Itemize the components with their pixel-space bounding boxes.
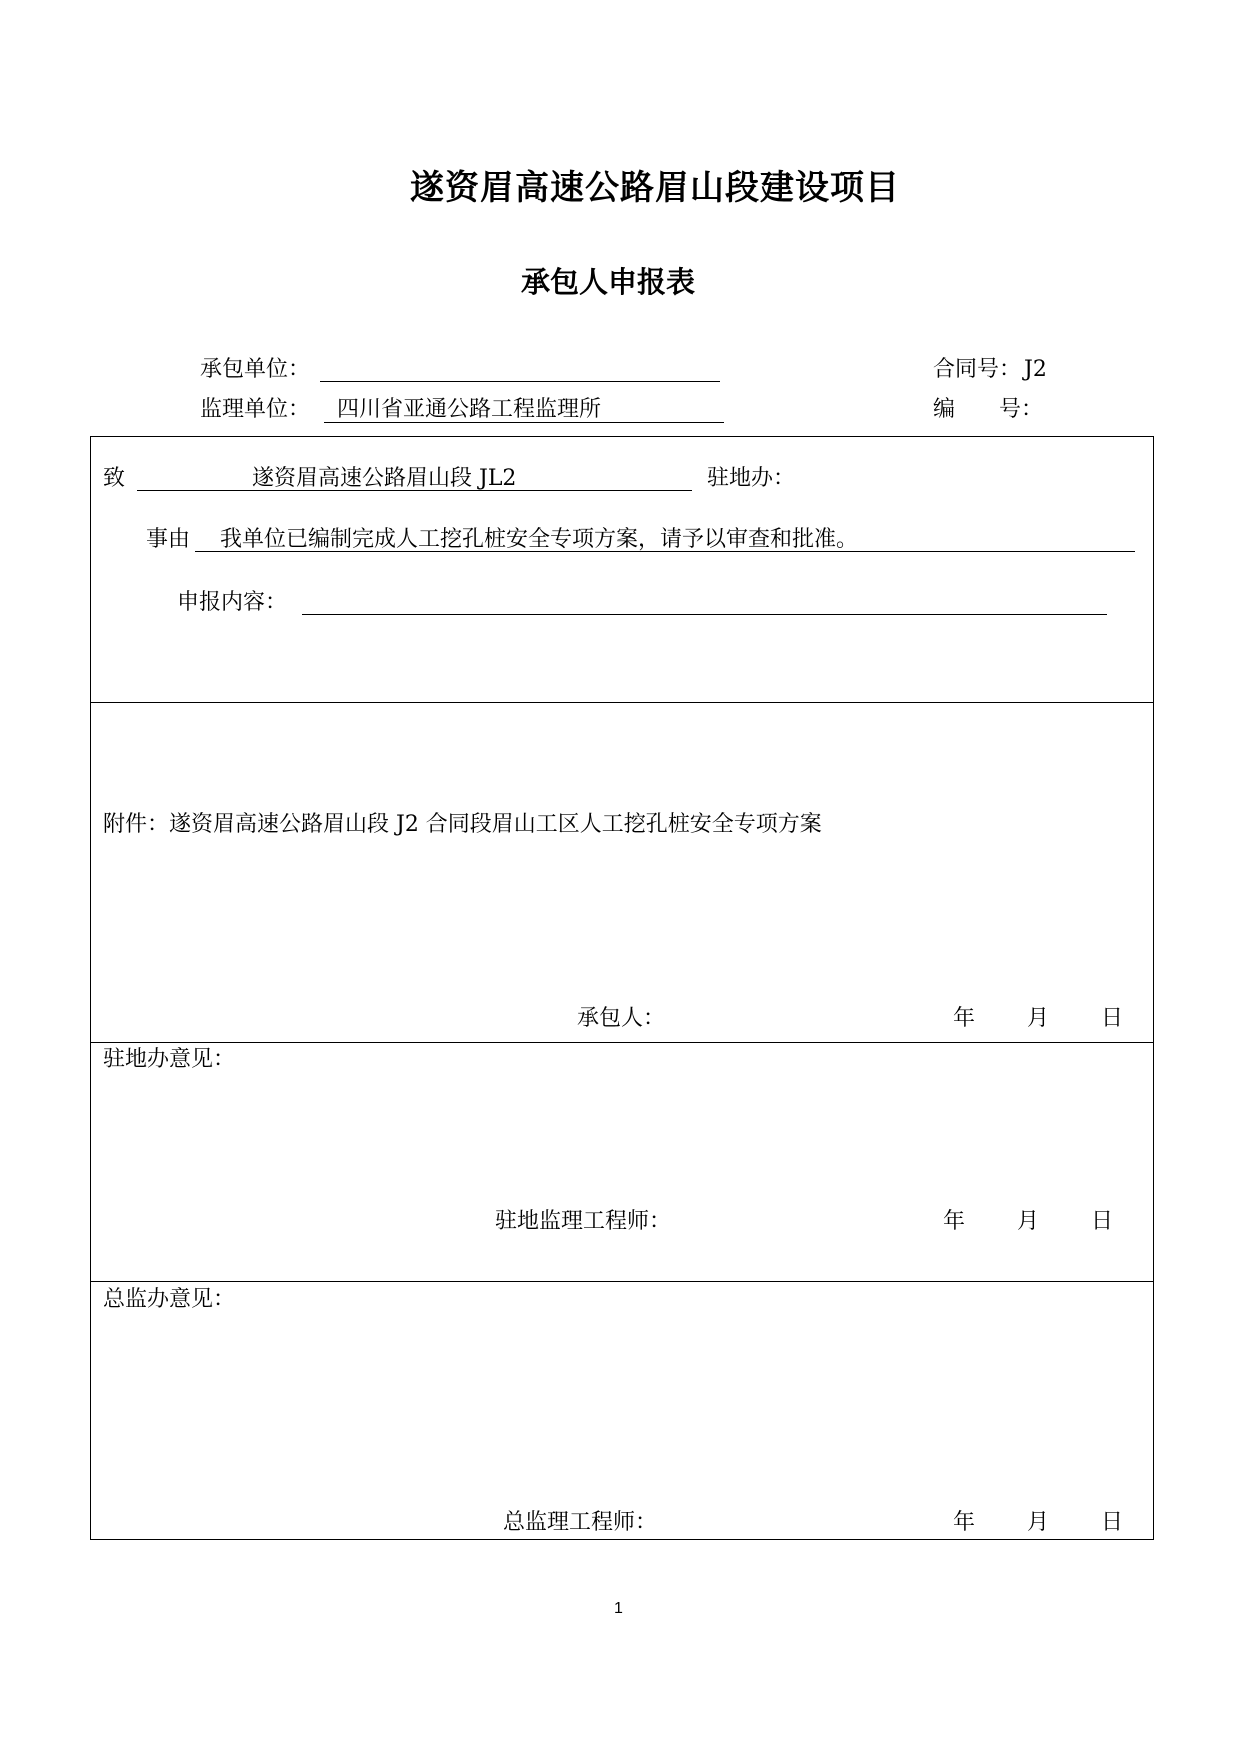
- contractor-date-day: 日: [1101, 1006, 1124, 1031]
- serial-number-label: 编 号：: [933, 397, 1044, 422]
- contract-number-label: 合同号：: [933, 357, 1022, 382]
- chief-date-month: 月: [1027, 1510, 1050, 1535]
- reason-label: 事由: [146, 527, 191, 552]
- contract-number-value: J2: [1024, 357, 1047, 382]
- page-number: 1: [614, 1600, 623, 1617]
- reason-value: 我单位已编制完成人工挖孔桩安全专项方案，请予以审查和批准。: [220, 527, 859, 552]
- to-suffix: 驻地办：: [707, 466, 796, 491]
- row-divider-1: [90, 702, 1154, 703]
- contractor-signature-label: 承包人：: [577, 1006, 666, 1031]
- supervisor-label: 监理单位：: [200, 397, 311, 422]
- resident-date-month: 月: [1017, 1209, 1040, 1234]
- row-divider-2: [90, 1042, 1154, 1043]
- resident-opinion-label: 驻地办意见：: [103, 1047, 236, 1072]
- content-label: 申报内容：: [177, 590, 288, 615]
- to-value: 遂资眉高速公路眉山段 JL2: [252, 466, 517, 491]
- chief-engineer-label: 总监理工程师：: [503, 1510, 658, 1535]
- contractor-underline: [320, 381, 720, 382]
- to-label: 致: [103, 466, 126, 491]
- contractor-date-year: 年: [953, 1006, 976, 1031]
- document-title: 遂资眉高速公路眉山段建设项目: [410, 168, 900, 208]
- resident-date-day: 日: [1091, 1209, 1114, 1234]
- row-divider-3: [90, 1281, 1154, 1282]
- chief-opinion-label: 总监办意见：: [103, 1287, 236, 1312]
- resident-engineer-label: 驻地监理工程师：: [495, 1209, 672, 1234]
- contractor-date-month: 月: [1027, 1006, 1050, 1031]
- chief-date-day: 日: [1101, 1510, 1124, 1535]
- supervisor-underline: [324, 422, 724, 423]
- supervisor-value: 四川省亚通公路工程监理所: [337, 397, 602, 422]
- chief-date-year: 年: [953, 1510, 976, 1535]
- form-title: 承包人申报表: [521, 265, 696, 299]
- attachment-text: 附件：遂资眉高速公路眉山段 J2 合同段眉山工区人工挖孔桩安全专项方案: [103, 812, 822, 837]
- contractor-label: 承包单位：: [200, 357, 311, 382]
- content-underline: [302, 614, 1107, 615]
- resident-date-year: 年: [943, 1209, 966, 1234]
